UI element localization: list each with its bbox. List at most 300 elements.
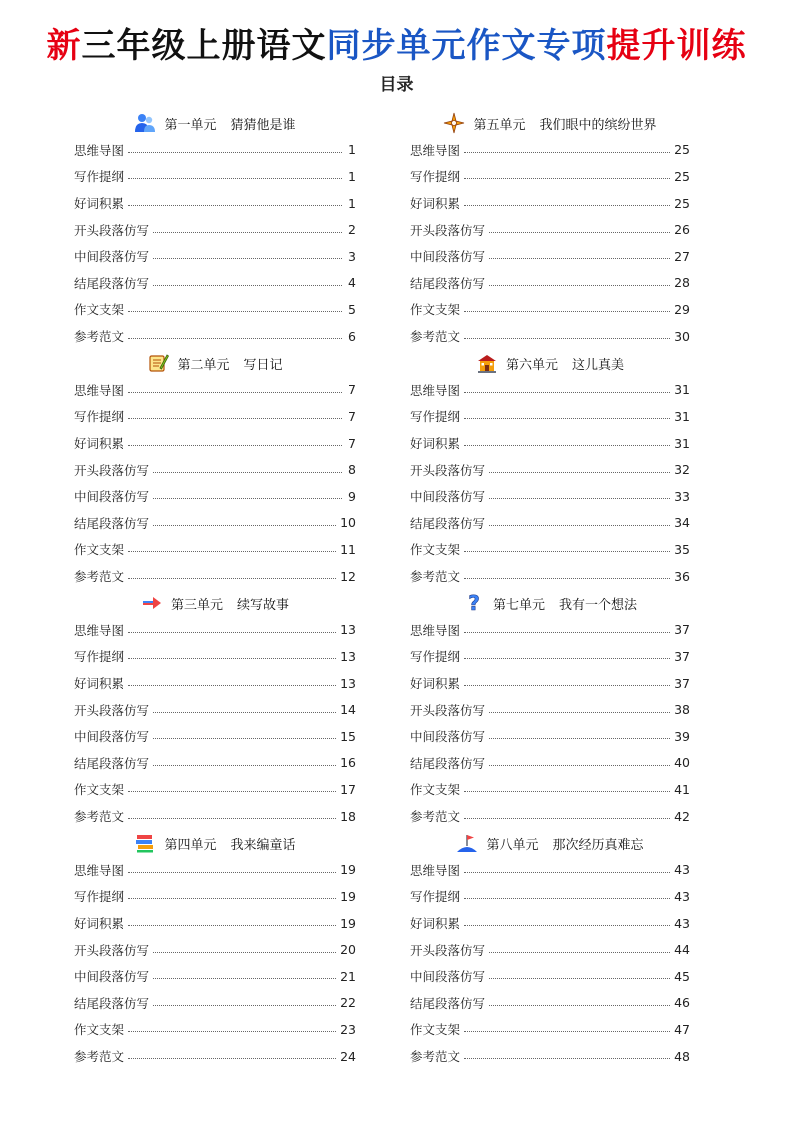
toc-entry[interactable] — [410, 857, 690, 884]
toc-column-right — [410, 110, 690, 1070]
compass-star-icon — [443, 112, 465, 134]
toc-entry[interactable] — [74, 1043, 356, 1070]
toc-entry[interactable] — [74, 296, 356, 323]
notebook-icon — [147, 352, 169, 374]
unit-topic: 写日记 — [243, 357, 283, 373]
toc-entry[interactable] — [410, 776, 690, 803]
dot-leader — [489, 284, 670, 286]
toc-entry-label: 结尾段落仿写 — [410, 995, 486, 1011]
toc-entry-page: 15 — [340, 728, 356, 744]
toc-entry[interactable] — [410, 1043, 690, 1070]
dot-leader — [153, 737, 336, 739]
toc-entry-label: 参考范文 — [410, 1049, 461, 1065]
toc-entry[interactable] — [410, 803, 690, 830]
toc-entry-page: 1 — [348, 168, 356, 184]
toc-entry-page: 42 — [674, 808, 690, 824]
toc-entry-label: 中间段落仿写 — [74, 489, 150, 505]
page-title — [0, 24, 793, 68]
unit-name: 第六单元 — [505, 357, 558, 373]
title-segment: 提升训练 — [606, 26, 747, 66]
toc-entry[interactable] — [410, 536, 690, 563]
toc-entry-page: 3 — [348, 248, 356, 264]
toc-entry-label: 中间段落仿写 — [74, 729, 150, 745]
unit-name: 第七单元 — [492, 597, 545, 613]
dot-leader — [153, 471, 342, 473]
toc-entry[interactable] — [74, 723, 356, 750]
people-icon — [134, 112, 156, 134]
toc-unit — [410, 110, 690, 350]
toc-entry[interactable] — [410, 963, 690, 990]
dot-leader — [489, 737, 670, 739]
toc-entry-label: 结尾段落仿写 — [410, 515, 486, 531]
toc-entry-page: 7 — [348, 435, 356, 451]
toc-entry-label: 作文支架 — [74, 542, 125, 558]
toc-entry-label: 好词积累 — [74, 436, 125, 452]
toc-entry-page: 43 — [674, 862, 690, 878]
toc-entry-page: 6 — [348, 328, 356, 344]
toc-unit — [410, 830, 690, 1070]
toc-entry[interactable] — [410, 270, 690, 297]
toc-entry[interactable] — [410, 670, 690, 697]
toc-entry[interactable] — [74, 696, 356, 723]
dot-leader — [464, 1057, 670, 1059]
toc-entry-page: 38 — [674, 702, 690, 718]
dot-leader — [128, 444, 342, 446]
toc-entry[interactable] — [74, 377, 356, 404]
toc-entry-page: 19 — [340, 915, 356, 931]
dot-leader — [464, 684, 670, 686]
toc-entry-label: 作文支架 — [410, 782, 461, 798]
toc-entry-label: 写作提纲 — [410, 649, 461, 665]
unit-name: 第八单元 — [486, 837, 539, 853]
books-icon — [134, 832, 156, 854]
unit-heading — [410, 830, 690, 857]
dot-leader — [489, 951, 670, 953]
dot-leader — [464, 337, 670, 339]
dot-leader — [153, 524, 336, 526]
toc-entry[interactable] — [410, 243, 690, 270]
toc-entry-page: 25 — [674, 195, 690, 211]
toc-entry-label: 中间段落仿写 — [410, 249, 486, 265]
toc-entry[interactable] — [74, 243, 356, 270]
dot-leader — [464, 631, 670, 633]
toc-entry[interactable] — [74, 323, 356, 350]
toc-entry-page: 20 — [340, 942, 356, 958]
toc-entry-page: 31 — [674, 435, 690, 451]
toc-entry-page: 30 — [674, 328, 690, 344]
dot-leader — [464, 577, 670, 579]
dot-leader — [464, 1030, 670, 1032]
toc-entry[interactable] — [74, 1016, 356, 1043]
dot-leader — [128, 657, 336, 659]
toc-entry-label: 作文支架 — [410, 1022, 461, 1038]
dot-leader — [153, 231, 342, 233]
toc-entry-label: 好词积累 — [74, 916, 125, 932]
toc-entry-page: 29 — [674, 301, 690, 317]
toc-entry-label: 结尾段落仿写 — [74, 275, 150, 291]
toc-entry-page: 25 — [674, 168, 690, 184]
toc-entry-label: 好词积累 — [410, 196, 461, 212]
toc-entry-label: 写作提纲 — [74, 889, 125, 905]
toc-entry-page: 1 — [348, 195, 356, 211]
toc-entry[interactable] — [74, 163, 356, 190]
toc-entry-label: 开头段落仿写 — [74, 702, 150, 718]
dot-leader — [153, 1004, 336, 1006]
toc-entry-label: 思维导图 — [74, 622, 125, 638]
toc-entry-label: 写作提纲 — [74, 409, 125, 425]
toc-entry[interactable] — [410, 750, 690, 777]
toc-entry-label: 作文支架 — [74, 302, 125, 318]
toc-entry-page: 28 — [674, 275, 690, 291]
toc-entry[interactable] — [74, 216, 356, 243]
toc-entry-label: 开头段落仿写 — [410, 462, 486, 478]
unit-topic: 这儿真美 — [572, 357, 625, 373]
toc-entry[interactable] — [410, 510, 690, 537]
toc-entry-label: 结尾段落仿写 — [410, 275, 486, 291]
toc-entry-label: 作文支架 — [74, 782, 125, 798]
unit-heading — [74, 590, 356, 617]
toc-entry-label: 参考范文 — [410, 569, 461, 585]
toc-entry-label: 参考范文 — [410, 329, 461, 345]
toc-entry[interactable] — [74, 670, 356, 697]
toc-entry-label: 写作提纲 — [410, 409, 461, 425]
toc-entry-label: 思维导图 — [74, 142, 125, 158]
unit-topic: 我有一个想法 — [559, 597, 638, 613]
dot-leader — [128, 817, 336, 819]
toc-entry[interactable] — [410, 403, 690, 430]
unit-heading — [410, 110, 690, 137]
toc-entry[interactable] — [74, 936, 356, 963]
dot-leader — [464, 790, 670, 792]
toc-entry-page: 47 — [674, 1021, 690, 1037]
toc-entry-page: 1 — [348, 142, 356, 158]
dot-leader — [128, 391, 342, 393]
toc-entry-label: 思维导图 — [74, 862, 125, 878]
svg-text:?: ? — [468, 592, 480, 615]
toc-entry[interactable] — [74, 536, 356, 563]
toc-entry[interactable] — [410, 563, 690, 590]
toc-entry-page: 35 — [674, 541, 690, 557]
toc-column-left — [74, 110, 356, 1070]
toc-entry[interactable] — [74, 776, 356, 803]
toc-entry-page: 13 — [340, 648, 356, 664]
toc-entry-page: 4 — [348, 275, 356, 291]
toc-entry[interactable] — [74, 483, 356, 510]
toc-entry-label: 思维导图 — [74, 382, 125, 398]
toc-entry-page: 44 — [674, 942, 690, 958]
toc-entry-label: 开头段落仿写 — [410, 942, 486, 958]
toc-entry-label: 参考范文 — [74, 809, 125, 825]
toc-entry-page: 23 — [340, 1021, 356, 1037]
toc-entry[interactable] — [74, 857, 356, 884]
toc-entry-page: 32 — [674, 462, 690, 478]
toc-unit — [74, 350, 356, 590]
dot-leader — [464, 391, 670, 393]
unit-name: 第一单元 — [164, 117, 217, 133]
unit-topic: 那次经历真难忘 — [552, 837, 644, 853]
toc-entry[interactable] — [74, 883, 356, 910]
unit-heading — [74, 350, 356, 377]
dot-leader — [153, 284, 342, 286]
toc-entry[interactable] — [74, 403, 356, 430]
dot-leader — [128, 924, 336, 926]
toc-unit — [410, 350, 690, 590]
dot-leader — [464, 924, 670, 926]
dot-leader — [128, 897, 336, 899]
toc-entry-page: 5 — [348, 301, 356, 317]
toc-entry-label: 结尾段落仿写 — [74, 995, 150, 1011]
dot-leader — [464, 417, 670, 419]
toc-entry[interactable] — [410, 990, 690, 1017]
dot-leader — [128, 1057, 336, 1059]
toc-entry[interactable] — [410, 617, 690, 644]
dot-leader — [489, 524, 670, 526]
dot-leader — [489, 257, 670, 259]
toc-entry-label: 好词积累 — [410, 436, 461, 452]
toc-entry-label: 中间段落仿写 — [410, 969, 486, 985]
toc-entry[interactable] — [410, 696, 690, 723]
dot-leader — [489, 977, 670, 979]
toc-entry-page: 19 — [340, 888, 356, 904]
toc-entry-page: 37 — [674, 648, 690, 664]
toc-entry[interactable] — [74, 270, 356, 297]
toc-entry[interactable] — [410, 723, 690, 750]
dot-leader — [153, 711, 336, 713]
toc-entry-label: 好词积累 — [410, 676, 461, 692]
dot-leader — [128, 151, 342, 153]
dot-leader — [128, 684, 336, 686]
toc-entry[interactable] — [74, 963, 356, 990]
toc-entry-page: 36 — [674, 568, 690, 584]
toc-entry-page: 25 — [674, 142, 690, 158]
toc-entry-page: 19 — [340, 862, 356, 878]
toc-entry-label: 思维导图 — [410, 382, 461, 398]
toc-entry-page: 33 — [674, 488, 690, 504]
toc-entry-page: 43 — [674, 915, 690, 931]
dot-leader — [489, 1004, 670, 1006]
toc-entry-label: 开头段落仿写 — [410, 222, 486, 238]
toc-entry-page: 13 — [340, 622, 356, 638]
dot-leader — [153, 977, 336, 979]
toc-entry-page: 43 — [674, 888, 690, 904]
dot-leader — [464, 817, 670, 819]
arrow-icon — [141, 592, 163, 614]
dot-leader — [489, 497, 670, 499]
toc-entry-label: 参考范文 — [74, 329, 125, 345]
dot-leader — [464, 204, 670, 206]
toc-heading: 目录 — [379, 75, 414, 95]
dot-leader — [464, 177, 670, 179]
toc-entry-label: 作文支架 — [410, 302, 461, 318]
unit-heading — [74, 110, 356, 137]
toc-entry-page: 12 — [340, 568, 356, 584]
building-icon — [476, 352, 498, 374]
toc-entry-page: 34 — [674, 515, 690, 531]
toc-entry-label: 好词积累 — [74, 196, 125, 212]
toc-entry-label: 结尾段落仿写 — [74, 755, 150, 771]
dot-leader — [464, 871, 670, 873]
toc-entry-page: 48 — [674, 1048, 690, 1064]
toc-entry[interactable] — [410, 190, 690, 217]
dot-leader — [153, 951, 336, 953]
unit-topic: 猜猜他是谁 — [230, 117, 296, 133]
toc-entry[interactable] — [74, 190, 356, 217]
toc-entry-label: 结尾段落仿写 — [74, 515, 150, 531]
dot-leader — [128, 204, 342, 206]
toc-entry[interactable] — [74, 910, 356, 937]
toc-entry-page: 31 — [674, 382, 690, 398]
unit-topic: 续写故事 — [237, 597, 290, 613]
toc-entry-label: 作文支架 — [74, 1022, 125, 1038]
title-segment: 同步单元作文专项 — [326, 26, 607, 66]
toc-entry-label: 写作提纲 — [410, 169, 461, 185]
toc-entry-label: 中间段落仿写 — [410, 729, 486, 745]
toc-entry-label: 结尾段落仿写 — [410, 755, 486, 771]
toc-entry-label: 思维导图 — [410, 622, 461, 638]
dot-leader — [128, 310, 342, 312]
toc-entry[interactable] — [74, 510, 356, 537]
toc-entry-label: 参考范文 — [74, 1049, 125, 1065]
toc-entry-page: 13 — [340, 675, 356, 691]
toc-entry[interactable] — [74, 803, 356, 830]
dot-leader — [464, 550, 670, 552]
toc-entry-page: 9 — [348, 488, 356, 504]
toc-entry-page: 40 — [674, 755, 690, 771]
dot-leader — [128, 177, 342, 179]
toc-entry-page: 7 — [348, 382, 356, 398]
toc-entry-label: 好词积累 — [410, 916, 461, 932]
toc-entry-label: 写作提纲 — [74, 169, 125, 185]
toc-entry[interactable] — [410, 456, 690, 483]
toc-entry[interactable] — [410, 296, 690, 323]
toc-entry-label: 开头段落仿写 — [74, 222, 150, 238]
toc-entry[interactable] — [74, 430, 356, 457]
dot-leader — [128, 337, 342, 339]
dot-leader — [153, 257, 342, 259]
unit-topic: 我来编童话 — [230, 837, 296, 853]
toc-entry-label: 思维导图 — [410, 862, 461, 878]
dot-leader — [489, 231, 670, 233]
toc-entry-page: 18 — [340, 808, 356, 824]
toc-entry[interactable] — [410, 137, 690, 164]
toc-unit — [74, 590, 356, 830]
toc-unit — [74, 110, 356, 350]
toc-entry-label: 写作提纲 — [410, 889, 461, 905]
toc-entry[interactable] — [410, 216, 690, 243]
toc-entry[interactable] — [410, 1016, 690, 1043]
toc-entry-page: 17 — [340, 781, 356, 797]
toc-entry[interactable] — [410, 643, 690, 670]
toc-entry-page: 27 — [674, 248, 690, 264]
dot-leader — [489, 711, 670, 713]
dot-leader — [464, 151, 670, 153]
toc-entry[interactable] — [74, 617, 356, 644]
toc-entry-label: 开头段落仿写 — [74, 942, 150, 958]
toc-entry-page: 39 — [674, 728, 690, 744]
dot-leader — [464, 897, 670, 899]
dot-leader — [128, 790, 336, 792]
toc-entry[interactable] — [74, 643, 356, 670]
unit-name: 第三单元 — [170, 597, 223, 613]
dot-leader — [128, 550, 336, 552]
toc-entry-page: 24 — [340, 1048, 356, 1064]
toc-entry[interactable] — [410, 377, 690, 404]
toc-entry[interactable] — [74, 990, 356, 1017]
toc-entry-label: 开头段落仿写 — [74, 462, 150, 478]
dot-leader — [128, 417, 342, 419]
toc-entry[interactable] — [74, 137, 356, 164]
toc-entry-page: 2 — [348, 222, 356, 238]
toc-entry[interactable] — [410, 910, 690, 937]
toc-entry-page: 37 — [674, 675, 690, 691]
dot-leader — [128, 577, 336, 579]
toc-entry-page: 21 — [340, 968, 356, 984]
dot-leader — [128, 1030, 336, 1032]
unit-name: 第二单元 — [177, 357, 230, 373]
toc-entry-page: 22 — [340, 995, 356, 1011]
dot-leader — [464, 657, 670, 659]
toc-entry-page: 41 — [674, 781, 690, 797]
toc-entry-page: 26 — [674, 222, 690, 238]
toc-entry-page: 46 — [674, 995, 690, 1011]
unit-name: 第五单元 — [473, 117, 526, 133]
unit-heading — [410, 590, 690, 617]
dot-leader — [128, 871, 336, 873]
toc-entry[interactable] — [410, 323, 690, 350]
dot-leader — [153, 497, 342, 499]
toc-entry-page: 16 — [340, 755, 356, 771]
unit-heading — [410, 350, 690, 377]
toc-unit — [74, 830, 356, 1070]
toc-entry-label: 参考范文 — [74, 569, 125, 585]
toc-entry-label: 思维导图 — [410, 142, 461, 158]
toc-entry-page: 31 — [674, 408, 690, 424]
dot-leader — [489, 764, 670, 766]
toc-entry[interactable] — [410, 483, 690, 510]
question-icon — [463, 592, 485, 614]
dot-leader — [128, 631, 336, 633]
dot-leader — [489, 471, 670, 473]
dot-leader — [464, 310, 670, 312]
toc-entry-page: 7 — [348, 408, 356, 424]
toc-entry[interactable] — [74, 563, 356, 590]
unit-heading — [74, 830, 356, 857]
toc-entry-label: 好词积累 — [74, 676, 125, 692]
toc-unit — [410, 590, 690, 830]
toc-entry[interactable] — [410, 936, 690, 963]
toc-entry-page: 11 — [340, 541, 356, 557]
toc-entry-label: 中间段落仿写 — [74, 249, 150, 265]
toc-entry[interactable] — [410, 430, 690, 457]
toc-entry-label: 作文支架 — [410, 542, 461, 558]
toc-entry-label: 中间段落仿写 — [74, 969, 150, 985]
toc-entry-page: 14 — [340, 702, 356, 718]
toc-entry[interactable] — [74, 456, 356, 483]
toc-entry-label: 中间段落仿写 — [410, 489, 486, 505]
toc-entry-label: 写作提纲 — [74, 649, 125, 665]
unit-name: 第四单元 — [164, 837, 217, 853]
title-segment: 三年级上册语文 — [81, 26, 327, 66]
toc-entry[interactable] — [410, 883, 690, 910]
toc-entry-page: 45 — [674, 968, 690, 984]
toc-entry-label: 参考范文 — [410, 809, 461, 825]
toc-entry[interactable] — [74, 750, 356, 777]
dot-leader — [464, 444, 670, 446]
toc-entry-page: 10 — [340, 515, 356, 531]
unit-topic: 我们眼中的缤纷世界 — [539, 117, 657, 133]
toc-entry-page: 8 — [348, 462, 356, 478]
toc-entry[interactable] — [410, 163, 690, 190]
